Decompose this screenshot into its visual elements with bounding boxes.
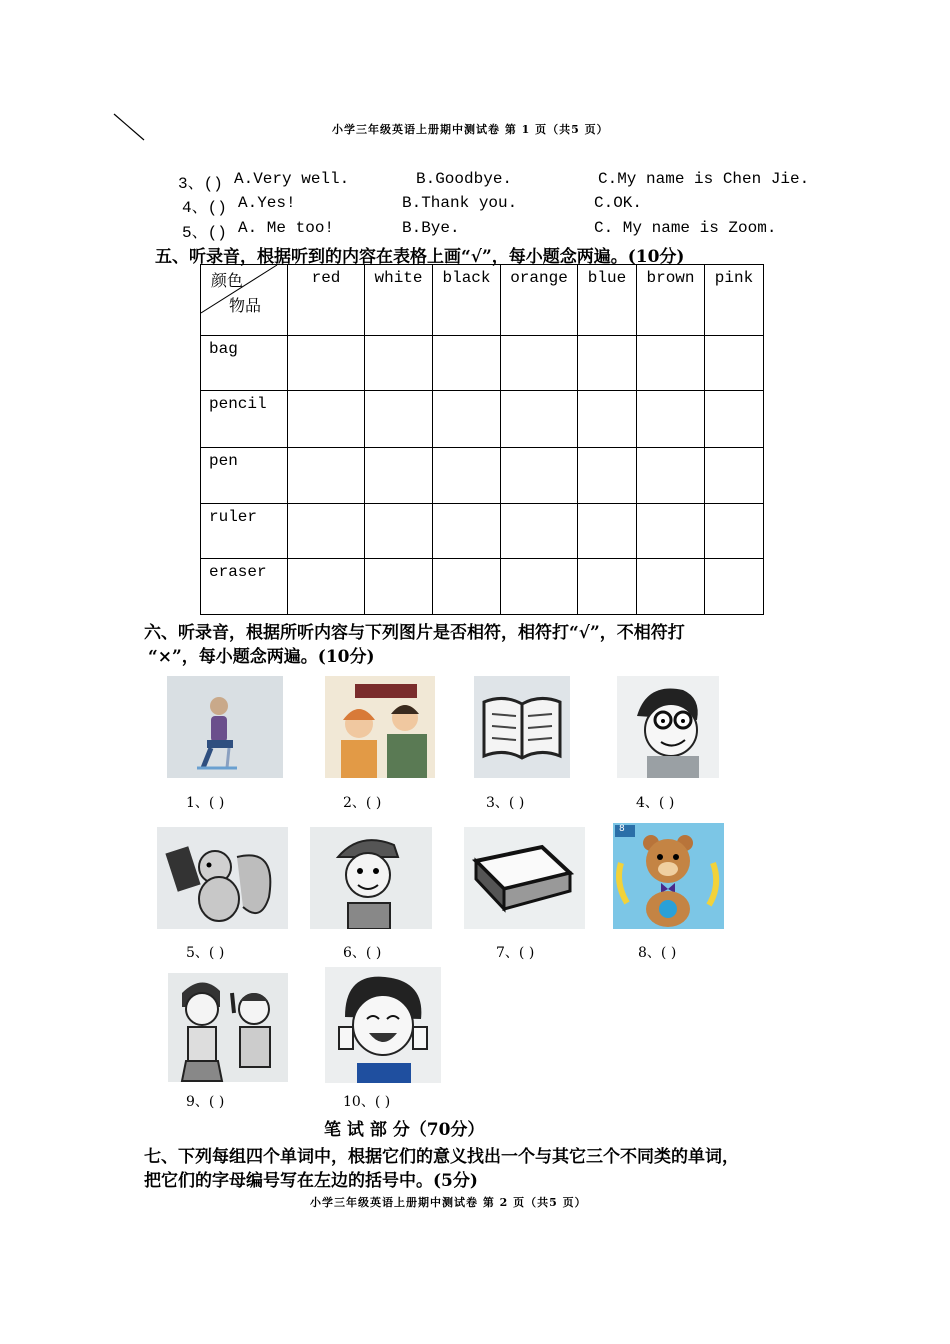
section-5-title: 五、听录音，根据听到的内容在表格上画“√”，每小题念两遍。(10分) xyxy=(155,247,685,267)
answer-cell[interactable] xyxy=(433,448,501,504)
answer-cell[interactable] xyxy=(578,504,637,559)
question-3-number: 3、() xyxy=(178,175,223,193)
answer-cell[interactable] xyxy=(578,336,637,391)
answer-cell[interactable] xyxy=(578,391,637,448)
picture-5-caption: 5、( ) xyxy=(186,945,225,961)
question-5-option-a: A. Me too! xyxy=(238,219,335,237)
answer-cell[interactable] xyxy=(288,559,365,615)
question-3-option-a: A.Very well. xyxy=(234,170,350,188)
answer-cell[interactable] xyxy=(288,391,365,448)
answer-cell[interactable] xyxy=(705,448,764,504)
picture-7-pencil-box xyxy=(464,827,585,929)
picture-3-caption: 3、( ) xyxy=(486,795,525,811)
picture-8-zoom-bear xyxy=(613,823,724,929)
answer-cell[interactable] xyxy=(433,336,501,391)
picture-8-caption: 8、( ) xyxy=(638,945,677,961)
picture-6-caption: 6、( ) xyxy=(343,945,382,961)
answer-cell[interactable] xyxy=(288,336,365,391)
picture-7-caption: 7、( ) xyxy=(496,945,535,961)
picture-1-sitting-boy xyxy=(167,676,283,778)
question-4-option-b: B.Thank you. xyxy=(402,194,518,212)
column-header-white: white xyxy=(365,265,433,336)
answer-cell[interactable] xyxy=(365,391,433,448)
answer-cell[interactable] xyxy=(578,448,637,504)
answer-cell[interactable] xyxy=(637,448,705,504)
answer-cell[interactable] xyxy=(501,448,578,504)
answer-cell[interactable] xyxy=(433,391,501,448)
answer-cell[interactable] xyxy=(501,336,578,391)
question-4-number: 4、() xyxy=(182,199,227,217)
row-header-pencil: pencil xyxy=(201,391,288,448)
section-7-title-line-1: 七、下列每组四个单词中，根据它们的意义找出一个与其它三个不同类的单词， xyxy=(144,1147,739,1167)
page-header: 小学三年级英语上册期中测试卷 第 1 页（共5 页） xyxy=(332,123,609,136)
answer-cell[interactable] xyxy=(578,559,637,615)
row-header-pen: pen xyxy=(201,448,288,504)
corner-slash-line xyxy=(112,112,148,144)
answer-cell[interactable] xyxy=(705,336,764,391)
answer-cell[interactable] xyxy=(705,559,764,615)
row-header-eraser: eraser xyxy=(201,559,288,615)
answer-cell[interactable] xyxy=(365,559,433,615)
column-header-red: red xyxy=(288,265,365,336)
answer-cell[interactable] xyxy=(501,504,578,559)
question-5-option-b: B.Bye. xyxy=(402,219,460,237)
color-item-table xyxy=(200,264,764,615)
picture-4-boy-with-glasses xyxy=(617,676,719,778)
picture-2-caption: 2、( ) xyxy=(343,795,382,811)
column-header-brown: brown xyxy=(637,265,705,336)
written-part-heading: 笔 试 部 分（70分） xyxy=(324,1120,485,1140)
table-corner-cell xyxy=(201,265,288,336)
picture-8-badge: 8 xyxy=(619,824,625,834)
answer-cell[interactable] xyxy=(501,391,578,448)
answer-cell[interactable] xyxy=(288,448,365,504)
section-6-title-line-1: 六、听录音，根据所听内容与下列图片是否相符，相符打“√”，不相符打 xyxy=(144,623,685,643)
column-header-orange: orange xyxy=(501,265,578,336)
question-3-option-b: B.Goodbye. xyxy=(416,170,513,188)
picture-10-laughing-child xyxy=(325,967,441,1083)
answer-cell[interactable] xyxy=(705,504,764,559)
answer-cell[interactable] xyxy=(433,559,501,615)
picture-2-greeting-people xyxy=(325,676,435,778)
question-5-number: 5、() xyxy=(182,224,227,242)
answer-cell[interactable] xyxy=(637,559,705,615)
section-7-title-line-2: 把它们的字母编号写在左边的括号中。(5分) xyxy=(144,1171,478,1191)
column-header-blue: blue xyxy=(578,265,637,336)
section-6-title-line-2: “×”，每小题念两遍。(10分) xyxy=(148,647,375,667)
row-header-bag: bag xyxy=(201,336,288,391)
picture-9-girl-and-boy xyxy=(168,973,288,1082)
answer-cell[interactable] xyxy=(501,559,578,615)
picture-1-caption: 1、( ) xyxy=(186,795,225,811)
corner-label-color: 颜色 xyxy=(211,271,244,290)
corner-label-item: 物品 xyxy=(229,296,262,315)
answer-cell[interactable] xyxy=(637,391,705,448)
answer-cell[interactable] xyxy=(637,336,705,391)
picture-6-boy-with-cap xyxy=(310,827,432,929)
column-header-black: black xyxy=(433,265,501,336)
column-header-pink: pink xyxy=(705,265,764,336)
answer-cell[interactable] xyxy=(288,504,365,559)
picture-9-caption: 9、( ) xyxy=(186,1094,225,1110)
question-3-option-c: C.My name is Chen Jie. xyxy=(598,170,810,188)
answer-cell[interactable] xyxy=(365,448,433,504)
answer-cell[interactable] xyxy=(433,504,501,559)
row-header-ruler: ruler xyxy=(201,504,288,559)
picture-10-caption: 10、( ) xyxy=(343,1094,391,1110)
answer-cell[interactable] xyxy=(637,504,705,559)
question-4-option-a: A.Yes! xyxy=(238,194,296,212)
answer-cell[interactable] xyxy=(365,504,433,559)
question-4-option-c: C.OK. xyxy=(594,194,643,212)
page-footer: 小学三年级英语上册期中测试卷 第 2 页（共5 页） xyxy=(310,1196,587,1209)
answer-cell[interactable] xyxy=(365,336,433,391)
picture-4-caption: 4、( ) xyxy=(636,795,675,811)
answer-cell[interactable] xyxy=(705,391,764,448)
question-5-option-c: C. My name is Zoom. xyxy=(594,219,777,237)
picture-5-squirrel-with-book xyxy=(157,827,288,929)
picture-3-open-book xyxy=(474,676,570,778)
